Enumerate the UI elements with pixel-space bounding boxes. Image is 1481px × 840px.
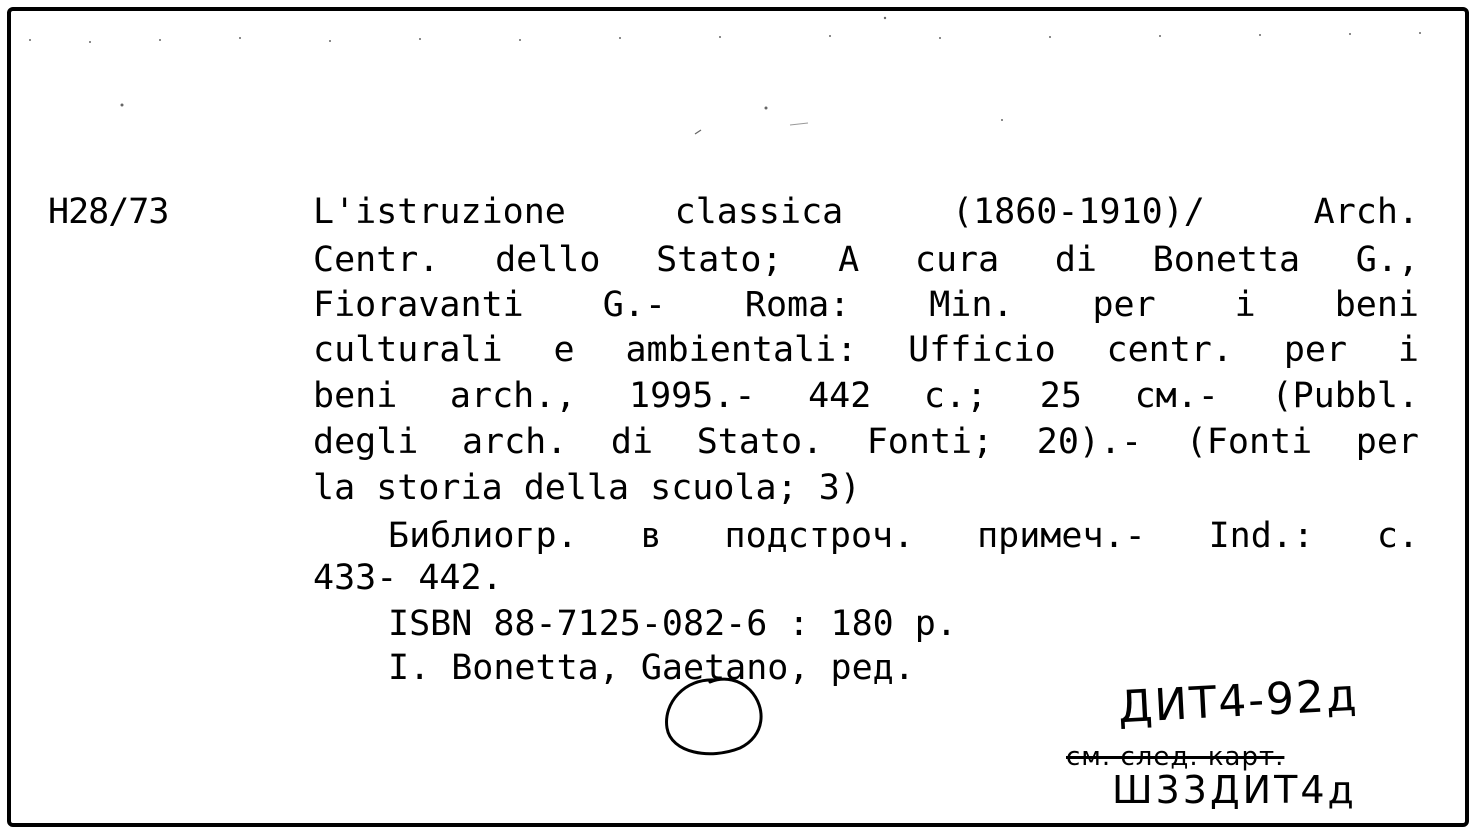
entry-line-3: Fioravanti G.- Roma: Min. per i beni	[313, 285, 1419, 325]
added-entry: I. Bonetta, Gaetano, ред.	[388, 648, 915, 688]
shelfmark: Н28/73	[48, 192, 169, 232]
entry-line-1: L'istruzione classica (1860-1910)/ Arch.	[313, 192, 1419, 232]
entry-line-7: la storia della scuola; 3)	[313, 468, 861, 508]
entry-line-2: Centr. dello Stato; A cura di Bonetta G.,	[313, 240, 1419, 280]
handwritten-code-2: Ш33ДИТ4д	[1112, 768, 1357, 812]
isbn-price: ISBN 88-7125-082-6 : 180 р.	[388, 604, 957, 644]
note-bibliography: Библиогр. в подстроч. примеч.- Ind.: c.	[388, 516, 1419, 556]
hand-drawn-circle	[655, 668, 775, 768]
handwritten-code: ДИТ4-92д	[1116, 669, 1360, 734]
note-pages: 433- 442.	[313, 558, 503, 598]
entry-line-6: degli arch. di Stato. Fonti; 20).- (Fonti per	[313, 422, 1419, 462]
entry-line-4: culturali e ambientali: Ufficio centr. per i	[313, 330, 1419, 370]
entry-line-5: beni arch., 1995.- 442 с.; 25 см.- (Pubbl.	[313, 376, 1419, 416]
handwritten-crossed-out: см. след. карт.	[1066, 742, 1285, 772]
